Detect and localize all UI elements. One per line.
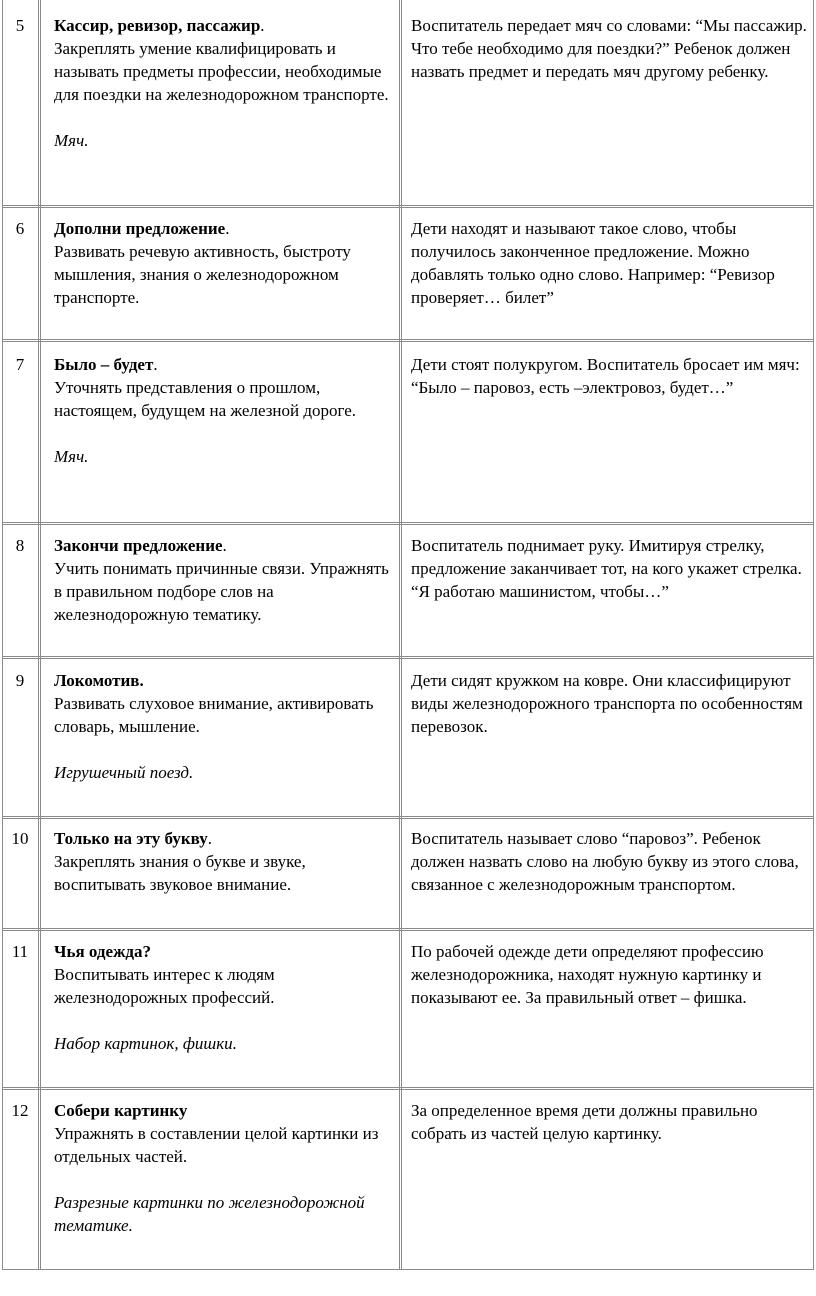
row-divider — [2, 1089, 814, 1090]
table-border-right — [813, 0, 814, 1270]
row-number: 10 — [11, 829, 29, 848]
game-material: Мяч. — [54, 447, 89, 466]
row-divider — [2, 930, 814, 931]
game-material: Разрезные картинки по железнодорожной тематике. — [54, 1193, 365, 1235]
game-title: Дополни предложение — [54, 219, 226, 238]
game-cell — [54, 940, 394, 1055]
game-cell — [54, 14, 394, 152]
row-divider — [2, 339, 814, 340]
game-goal: Упражнять в составлении целой картинки из отдельных частей. — [54, 1124, 379, 1166]
row-divider — [2, 818, 814, 819]
material-suffix: . — [189, 763, 194, 782]
row-number: 12 — [11, 1101, 29, 1120]
row-number: 6 — [15, 219, 25, 238]
row-divider — [2, 656, 814, 657]
game-goal: Закреплять умение квалифицировать и называть предметы профессии, необходимые для поездки на железнодорожном транспорте. — [54, 39, 389, 104]
row-number: 5 — [15, 16, 25, 35]
game-title: Было – будет — [54, 355, 154, 374]
row-divider — [2, 207, 814, 208]
row-divider — [2, 658, 814, 659]
title-suffix: . — [153, 355, 158, 374]
game-title: Закончи предложение — [54, 536, 223, 555]
title-suffix: . — [260, 16, 265, 35]
title-suffix: . — [222, 536, 227, 555]
column-divider-1 — [38, 0, 41, 1270]
game-description: Дети сидят кружком на ковре. Они классифицируют виды железнодорожного транспорта по особенностям перевозок. — [411, 671, 803, 736]
game-cell — [54, 1099, 394, 1237]
game-description: Воспитатель называет слово “паровоз”. Ребенок должен назвать слово на любую букву из этого слова, связанное с железнодорожным транспортом. — [411, 829, 799, 894]
row-number: 8 — [15, 536, 25, 555]
game-cell — [54, 669, 394, 784]
game-cell — [54, 217, 394, 309]
game-goal: Развивать слуховое внимание, активировать словарь, мышление. — [54, 694, 374, 736]
game-goal: Уточнять представления о прошлом, настоящем, будущем на железной дороге. — [54, 378, 357, 420]
table-border-left — [2, 0, 3, 1270]
material-suffix: . — [84, 131, 89, 150]
game-description: Дети стоят полукругом. Воспитатель бросает им мяч: “Было – паровоз, есть –электровоз, будет…” — [411, 355, 800, 397]
game-cell — [54, 353, 394, 468]
row-divider — [2, 205, 814, 206]
title-suffix: . — [207, 829, 212, 848]
game-goal: Развивать речевую активность, быстроту мышления, знания о железнодорожном транспорте. — [54, 242, 351, 307]
game-description: Дети находят и называют такое слово, чтобы получилось законченное предложение. Можно добавлять только одно слово. Например: “Ревизор проверяет… билет” — [411, 219, 775, 307]
game-description: По рабочей одежде дети определяют профессию железнодорожника, находят нужную картинку и показывают ее. За правильный ответ – фишка. — [411, 942, 764, 1007]
game-material: Игрушечный поезд — [54, 763, 190, 782]
title-suffix: . — [225, 219, 230, 238]
row-divider — [2, 1087, 814, 1088]
game-material: Мяч — [54, 131, 85, 150]
game-goal: Учить понимать причинные связи. Упражнять в правильном подборе слов на железнодорожную тематику. — [54, 559, 389, 624]
material-suffix: . — [232, 1034, 237, 1053]
row-number: 11 — [11, 942, 29, 961]
row-divider — [2, 341, 814, 342]
row-number: 7 — [15, 355, 25, 374]
game-title: Собери картинку — [54, 1101, 188, 1120]
game-cell — [54, 534, 394, 626]
game-description: Воспитатель поднимает руку. Имитируя стрелку, предложение заканчивает тот, на кого укажет стрелка. “Я работаю машинистом, чтобы…” — [411, 536, 802, 601]
game-description: За определенное время дети должны правильно собрать из частей целую картинку. — [411, 1101, 758, 1143]
table-border-bottom — [2, 1269, 814, 1270]
row-divider — [2, 524, 814, 525]
row-divider — [2, 816, 814, 817]
row-divider — [2, 522, 814, 523]
row-divider — [2, 928, 814, 929]
game-title: Только на эту букву — [54, 829, 208, 848]
game-title: Локомотив. — [54, 671, 144, 690]
game-cell — [54, 827, 394, 896]
column-divider-2 — [399, 0, 402, 1270]
row-number: 9 — [15, 671, 25, 690]
game-title: Чья одежда? — [54, 942, 151, 961]
game-material: Набор картинок, фишки — [54, 1034, 233, 1053]
game-title: Кассир, ревизор, пассажир — [54, 16, 261, 35]
game-goal: Закреплять знания о букве и звуке, воспитывать звуковое внимание. — [54, 852, 306, 894]
game-description: Воспитатель передает мяч со словами: “Мы пассажир. Что тебе необходимо для поездки?” Ребенок должен назвать предмет и передать мяч другому ребенку. — [411, 16, 807, 81]
game-goal: Воспитывать интерес к людям железнодорожных профессий. — [54, 965, 275, 1007]
